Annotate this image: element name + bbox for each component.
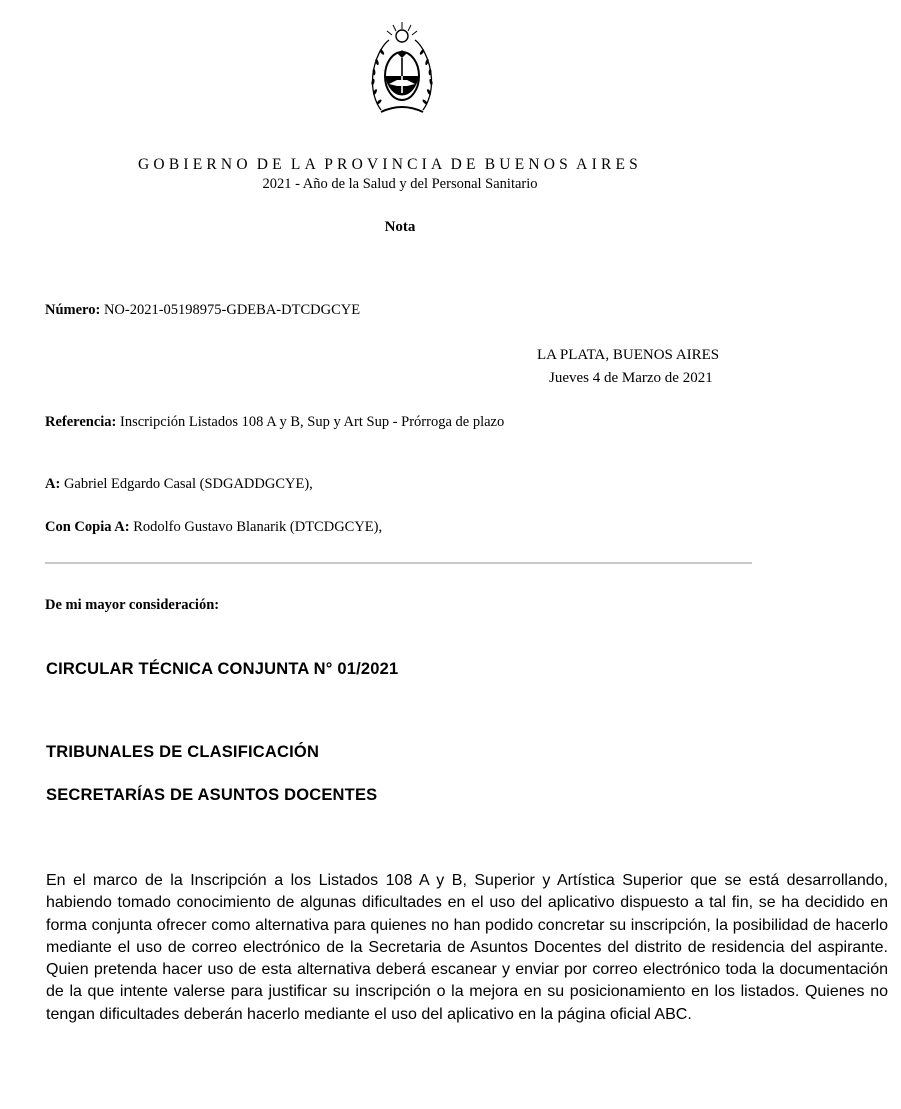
recipient-tribunales: TRIBUNALES DE CLASIFICACIÓN — [46, 743, 320, 761]
addressee — [45, 476, 313, 493]
number-value: NO-2021-05198975-GDEBA-DTCDGCYE — [103, 302, 361, 318]
greeting — [45, 597, 219, 614]
document-type: Nota — [384, 219, 416, 235]
number-label: Número: — [45, 302, 101, 318]
government-title: GOBIERNO DE LA PROVINCIA DE BUENOS AIRES — [138, 156, 642, 173]
circular-title: CIRCULAR TÉCNICA CONJUNTA N° 01/2021 — [46, 660, 399, 678]
addressee-value: Gabriel Edgardo Casal (SDGADDGCYE), — [63, 476, 313, 492]
argentine-coat-of-arms-icon — [367, 18, 437, 118]
reference — [45, 414, 504, 431]
reference-value: Inscripción Listados 108 A y B, Sup y Art Sup - Prórroga de plazo — [120, 414, 505, 430]
date: Jueves 4 de Marzo de 2021 — [549, 370, 713, 386]
place: LA PLATA, BUENOS AIRES — [537, 347, 720, 363]
cc-label: Con Copia A: — [45, 519, 130, 535]
carbon-copy — [45, 519, 382, 536]
document-number — [45, 302, 360, 319]
addressee-label: A: — [45, 476, 61, 492]
reference-label: Referencia: — [45, 414, 117, 430]
body-paragraph: En el marco de la Inscripción a los Listados 108 A y B, Superior y Artística Superior que se está desarrollando, habiendo tomado conocimiento de algunas dificultades en el uso del aplicativo dispuesto a tal fin, se ha decidido en forma conjunta ofrecer como alternativa para quienes no han podido concretar su inscripción, la posibilidad de hacerlo mediante el uso de correo electrónico de la Secretaria de Asuntos Docentes del distrito de residencia del aspirante. Quien pretenda hacer uso de esta alternativa deberá escanear y enviar por correo electrónico toda la documentación de la que intente valerse para justificar su inscripción o la mejora en su posicionamiento en los listados. Quienes no tengan dificultades deberán hacerlo mediante el uso del aplicativo en la página oficial ABC. — [46, 872, 888, 1023]
divider — [45, 562, 752, 564]
greeting-text: De mi mayor consideración: — [45, 597, 220, 613]
year-motto: 2021 - Año de la Salud y del Personal Sanitario — [262, 176, 538, 192]
recipient-secretarias: SECRETARÍAS DE ASUNTOS DOCENTES — [46, 786, 378, 804]
cc-value: Rodolfo Gustavo Blanarik (DTCDGCYE), — [133, 519, 383, 535]
